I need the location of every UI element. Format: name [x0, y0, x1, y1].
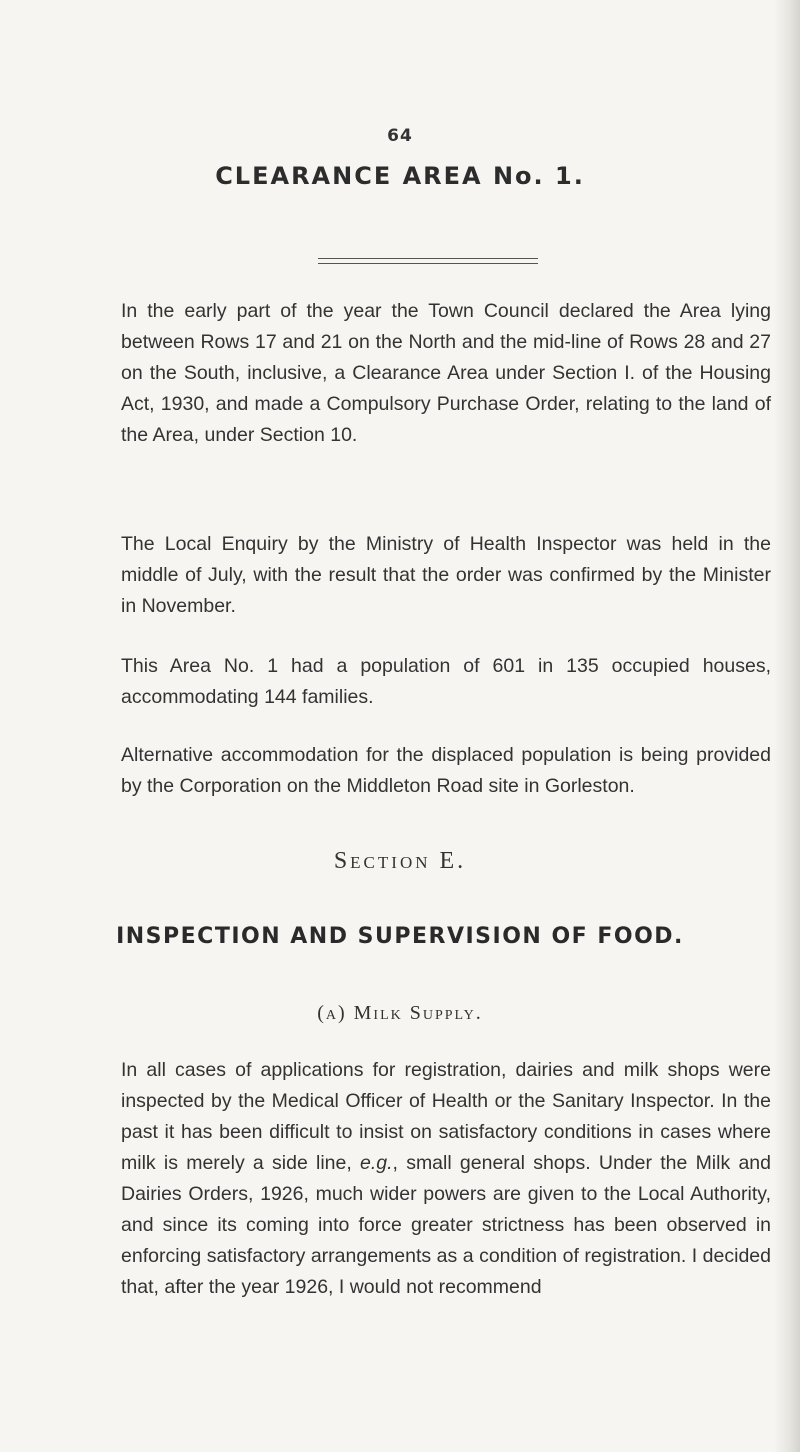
paragraph-alternative-accommodation: Alternative accommodation for the displaced population is being provided by the Corporation on the Middleton Road site in Gorleston. [121, 744, 771, 797]
clearance-area-heading: CLEARANCE AREA No. 1. [215, 162, 585, 190]
paragraph-local-enquiry: The Local Enquiry by the Ministry of Health Inspector was held in the middle of July, with the result that the order was confirmed by the Minister in November. [121, 533, 771, 617]
section-title: Section E. [333, 848, 467, 874]
milk-text-part1: In all cases of applications for registration, dairies and milk shops were inspected by the Medical Officer of Health or the Sanitary Inspector. In the past it has been difficult to insist on satisfactory conditions in cases where milk is merely a side line, [121, 1059, 771, 1174]
milk-text-eg: e.g. [360, 1152, 393, 1174]
milk-text-part2: , small general shops. Under the Milk and Dairies Orders, 1926, much wider powers are given to the Local Authority, and since its coming into force greater strictness has been observed in enforcing satisfactory arrangements as a condition of registration. I decided that, after the year 1926, I would not recommend [121, 1152, 771, 1298]
page-number: 64 [387, 126, 413, 146]
page-edge-shadow [774, 0, 800, 1452]
food-inspection-heading: INSPECTION AND SUPERVISION OF FOOD. [116, 924, 684, 949]
paragraph-population: This Area No. 1 had a population of 601 in 135 occupied houses, accommodating 144 families. [121, 655, 771, 708]
paragraph-clearance-declaration: In the early part of the year the Town Council declared the Area lying between Rows 17 and 21 on the North and the mid-line of Rows 28 and 27 on the South, inclusive, a Clearance Area under Section I. of the Housing Act, 1930, and made a Compulsory Purchase Order, relating to the land of the Area, under Section 10. [121, 300, 771, 446]
milk-supply-subheading: (a) Milk Supply. [317, 1002, 483, 1024]
double-rule-divider [318, 258, 538, 264]
paragraph-milk-supply [121, 1055, 771, 1303]
